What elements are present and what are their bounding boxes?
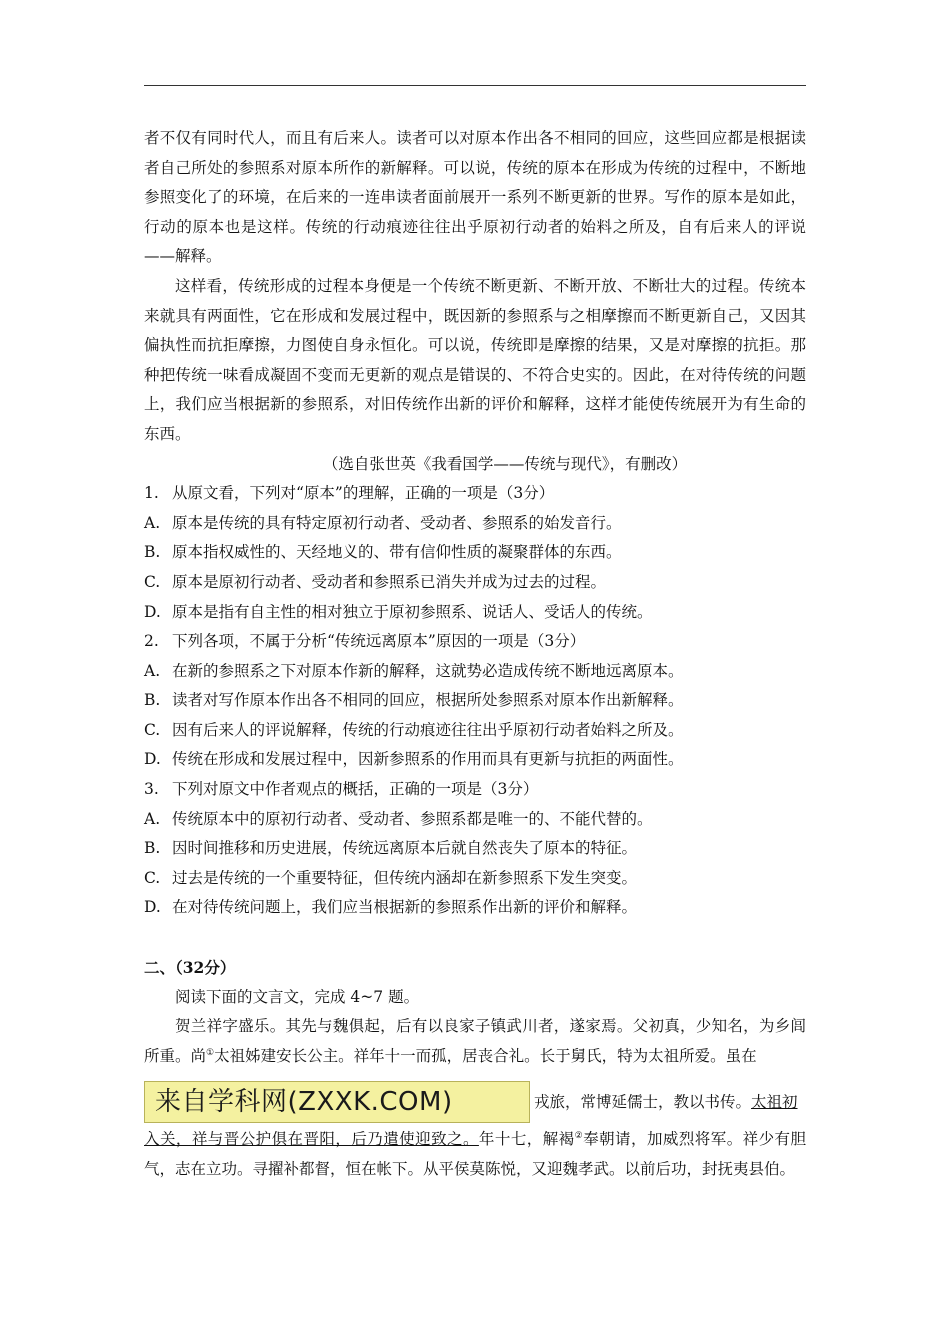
question-stem: 3. 下列对原文中作者观点的概括，正确的一项是（3分） [144,780,539,799]
watermark-banner: 来自学科网(ZXXK.COM) [144,1081,530,1123]
option-c: C. 因有后来人的评说解释，传统的行动痕迹往往出乎原初行动者始料之所及。 [144,720,684,739]
option-c: C. 过去是传统的一个重要特征，但传统内涵却在新参照系下发生突变。 [144,868,638,887]
underlined-sentence-part-2: 入关，祥与晋公护俱在晋阳，后乃遣使迎致之。 [144,1130,479,1149]
passage-source: （选自张世英《我看国学——传统与现代》，有删改） [322,454,688,473]
option-b: B. 原本指权威性的、天经地义的、带有信仰性质的凝聚群体的东西。 [144,543,622,562]
option-d: D. 原本是指有自主性的相对独立于原初参照系、说话人、受话人的传统。 [144,602,653,621]
classical-text-fragment: 戎旅，常博延儒士，教以书传。 [534,1093,752,1112]
question-1 [144,479,806,627]
option-c: C. 原本是原初行动者、受动者和参照系已消失并成为过去的过程。 [144,572,607,591]
question-3 [144,775,806,923]
footnote-mark-2: ② [574,1131,584,1142]
question-2 [144,627,806,775]
underlined-sentence-part-1: 太祖初 [751,1093,798,1112]
option-d: D. 传统在形成和发展过程中，因新参照系的作用而具有更新与抗拒的两面性。 [144,750,684,769]
option-b: B. 因时间推移和历史进展，传统远离原本后就自然丧失了原本的特征。 [144,839,638,858]
question-stem: 2. 下列各项，不属于分析“传统远离原本”原因的一项是（3分） [144,632,586,651]
passage-paragraph-1: 者不仅有同时代人，而且有后来人。读者可以对原本作出各不相同的回应，这些回应都是根据读者自己所处的参照系对原本所作的新解释。可以说，传统的原本在形成为传统的过程中，不断地参照变化了的环境，在后来的一连串读者面前展开一系列不断更新的世界。写作的原本是如此，行动的原本也是这样。传统的行动痕迹往往出乎原初行动者的始料之所及，自有后来人的评说——解释。 [144,129,806,266]
question-stem: 1. 从原文看，下列对“原本”的理解，正确的一项是（3分） [144,484,555,503]
watermark-line [144,1081,806,1125]
option-a: A. 传统原本中的原初行动者、受动者、参照系都是唯一的、不能代替的。 [144,809,653,828]
classical-text-continuation: 入关，祥与晋公护俱在晋阳，后乃遣使迎致之。年十七，解褐②奉朝请，加威烈将军。祥少有胆气，志在立功。寻擢补都督，恒在帐下。从平侯莫陈悦，又迎魏孝武。以前后功，封抚夷县伯。 [144,1130,806,1178]
section-2-instruction: 阅读下面的文言文，完成 4~7 题。 [175,987,420,1006]
footnote-mark-1: ① [206,1047,215,1058]
content-column [144,124,806,1185]
passage-paragraph-2: 这样看，传统形成的过程本身便是一个传统不断更新、不断开放、不断壮大的过程。传统本来就具有两面性，它在形成和发展过程中，既因新的参照系与之相摩擦而不断更新自己，又因其偏执性而抗拒摩擦，力图使自身永恒化。可以说，传统即是摩擦的结果，又是对摩擦的抗拒。那种把传统一味看成凝固不变而无更新的观点是错误的、不符合史实的。因此，在对待传统的问题上，我们应当根据新的参照系，对旧传统作出新的评价和解释，这样才能使传统展开为有生命的东西。 [144,276,806,443]
option-a: A. 原本是传统的具有特定原初行动者、受动者、参照系的始发音行。 [144,513,622,532]
option-b: B. 读者对写作原本作出各不相同的回应，根据所处参照系对原本作出新解释。 [144,691,684,710]
classical-text-paragraph: 贺兰祥字盛乐。其先与魏俱起，后有以良家子镇武川者，遂家焉。父初真，少知名，为乡闾所重。尚①太祖姊建安长公主。祥年十一而孤，居丧合礼。长于舅氏，特为太祖所爱。虽在 [144,1017,806,1065]
header-rule [144,85,806,86]
option-d: D. 在对待传统问题上，我们应当根据新的参照系作出新的评价和解释。 [144,898,638,917]
option-a: A. 在新的参照系之下对原本作新的解释，这就势必造成传统不断地远离原本。 [144,661,684,680]
section-2-heading: 二、（32分） [144,958,236,978]
